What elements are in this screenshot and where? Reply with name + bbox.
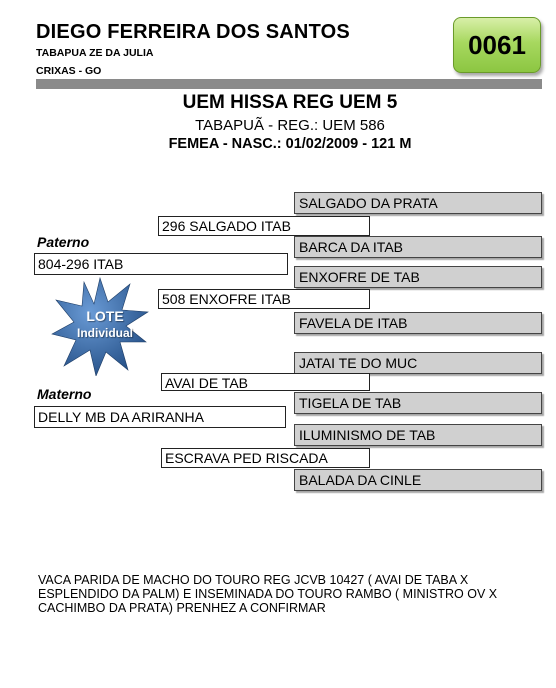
pedigree-sire-dam: 508 ENXOFRE ITAB <box>158 289 370 309</box>
pedigree-sds: ENXOFRE DE TAB <box>294 266 542 288</box>
owner-location: CRIXAS - GO <box>36 65 102 77</box>
pedigree-sire-sire: 296 SALGADO ITAB <box>158 216 370 236</box>
badge-line1: LOTE <box>86 308 124 324</box>
pedigree-dam: DELLY MB DA ARIRANHA <box>34 406 286 428</box>
animal-name: UEM HISSA REG UEM 5 <box>182 92 398 113</box>
lot-number-badge: 0061 <box>453 17 541 73</box>
pedigree-ddd: BALADA DA CINLE <box>294 469 542 491</box>
badge-line2: Individual <box>76 326 133 340</box>
paternal-label: Paterno <box>37 234 90 250</box>
pedigree-ssd: BARCA DA ITAB <box>294 236 542 258</box>
animal-notes: VACA PARIDA DE MACHO DO TOURO REG JCVB 10427 ( AVAI DE TABA X ESPLENDIDO DA PALM) E INSEMINADA DO TOURO RAMBO ( MINISTRO OV X CACHIMBO DA PRATA) PRENHEZ A CONFIRMAR <box>38 573 498 615</box>
owner-farm: TABAPUA ZE DA JULIA <box>36 47 154 59</box>
pedigree-dss: JATAI TE DO MUC <box>294 352 542 374</box>
animal-registry: TABAPUÃ - REG.: UEM 586 <box>195 117 385 134</box>
animal-sex-birth: FEMEA - NASC.: 01/02/2009 - 121 M <box>168 136 412 152</box>
pedigree-sire: 804-296 ITAB <box>34 253 288 275</box>
owner-name: DIEGO FERREIRA DOS SANTOS <box>36 21 350 43</box>
maternal-label: Materno <box>37 386 92 402</box>
pedigree-dsd: TIGELA DE TAB <box>294 392 542 414</box>
pedigree-sdd: FAVELA DE ITAB <box>294 312 542 334</box>
pedigree-dam-sire: AVAI DE TAB <box>161 373 370 391</box>
pedigree-dds: ILUMINISMO DE TAB <box>294 424 542 446</box>
pedigree-sss: SALGADO DA PRATA <box>294 192 542 214</box>
lote-individual-label <box>55 308 155 342</box>
header-divider <box>36 79 542 89</box>
pedigree-dam-dam: ESCRAVA PED RISCADA <box>161 448 370 468</box>
